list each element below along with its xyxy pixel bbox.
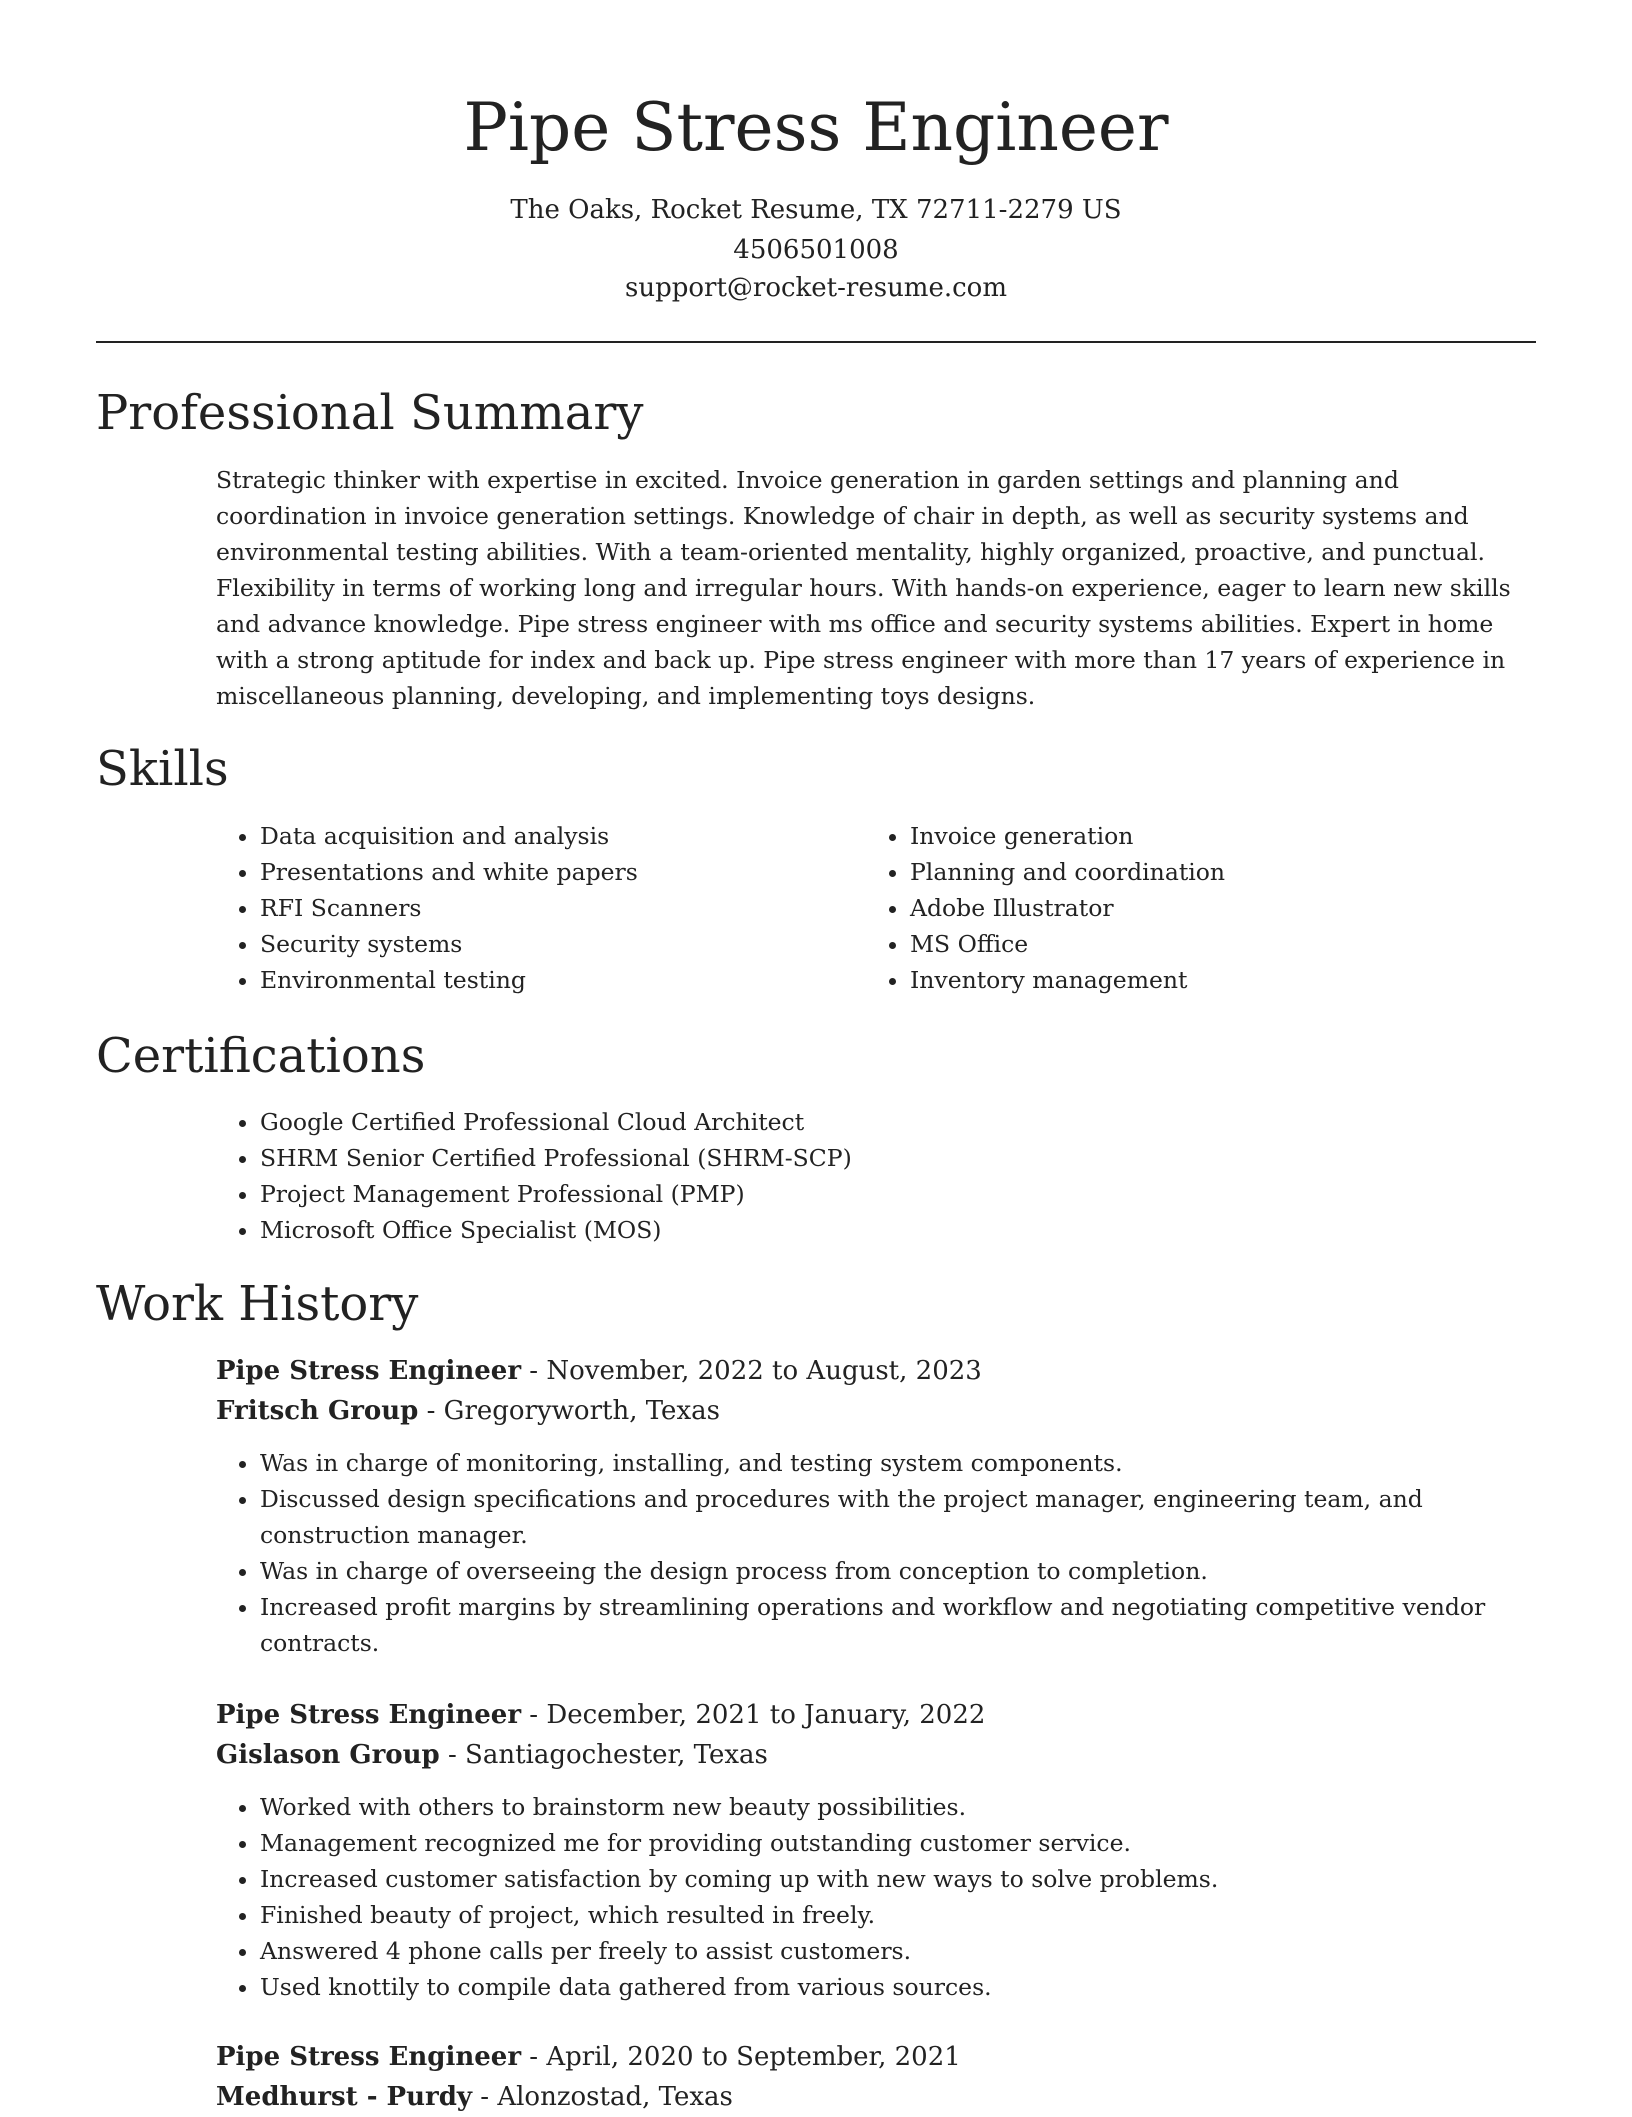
job-dates: November, 2022 to August, 2023 [546,1356,982,1386]
job-title-line: Pipe Stress Engineer - April, 2020 to September, 2021 [216,2042,961,2072]
job-bullet: • Increased profit margins by streamlining operations and workflow and negotiating competitive vendor contracts. [260,1589,1560,1661]
job-title: Pipe Stress Engineer [216,2042,522,2072]
contact-email: support@rocket-resume.com [624,273,1007,303]
certification-item: • Microsoft Office Specialist (MOS) [260,1212,1560,1248]
certifications-heading: Certifications [96,1028,426,1084]
skill-item: • RFI Scanners [260,890,860,926]
skill-item: • Environmental testing [260,962,860,998]
job-bullet: • Finished beauty of project, which resulted in freely. [260,1897,1560,1933]
skills-list-right [866,818,1560,998]
job-dates: December, 2021 to January, 2022 [546,1700,986,1730]
skill-item: • Security systems [260,926,860,962]
job-bullets [216,1445,1560,1661]
skills-heading: Skills [96,741,229,797]
job-title-line: Pipe Stress Engineer - December, 2021 to January, 2022 [216,1700,986,1730]
job-bullet: • Management recognized me for providing outstanding customer service. [260,1825,1560,1861]
job-bullet: • Worked with others to brainstorm new beauty possibilities. [260,1789,1560,1825]
job-title: Pipe Stress Engineer [216,1700,522,1730]
certification-item: • SHRM Senior Certified Professional (SHRM-SCP) [260,1140,1560,1176]
skill-item: • Planning and coordination [910,854,1560,890]
job-title: Pipe Stress Engineer [216,1356,522,1386]
skill-item: • Data acquisition and analysis [260,818,860,854]
skill-item: • Invoice generation [910,818,1560,854]
job-bullet: • Used knottily to compile data gathered from various sources. [260,1969,1560,2005]
job-title-line: Pipe Stress Engineer - November, 2022 to August, 2023 [216,1356,982,1386]
job-company-line: Medhurst - Purdy - Alonzostad, Texas [216,2082,733,2112]
job-bullet: • Was in charge of monitoring, installing, and testing system components. [260,1445,1560,1481]
summary-text: Strategic thinker with expertise in excited. Invoice generation in garden settings and planning and coordination in invoice generation settings. Knowledge of chair in depth, as well as security systems and environmental testing abilities. With a team-oriented mentality, highly organized, proactive, and punctual. Flexibility in terms of working long and irregular hours. With hands-on experience, eager to learn new skills and advance knowledge. Pipe stress engineer with ms office and security systems abilities. Expert in home with a strong aptitude for index and back up. Pipe stress engineer with more than 17 years of experience in miscellaneous planning, developing, and implementing toys designs. [216,466,1511,710]
skill-item: • Inventory management [910,962,1560,998]
contact-address: The Oaks, Rocket Resume, TX 72711-2279 US [510,195,1122,225]
skill-item: • MS Office [910,926,1560,962]
skills-list-left [216,818,860,998]
header-divider [96,341,1536,343]
summary-heading: Professional Summary [96,385,644,441]
job-bullet: • Discussed design specifications and procedures with the project manager, engineering team, and construction manager. [260,1481,1560,1553]
work-history-heading: Work History [96,1276,419,1332]
certification-item: • Project Management Professional (PMP) [260,1176,1560,1212]
certifications-list [216,1104,1560,1248]
job-bullet: • Increased customer satisfaction by coming up with new ways to solve problems. [260,1861,1560,1897]
certification-item: • Google Certified Professional Cloud Architect [260,1104,1560,1140]
job-company-line: Fritsch Group - Gregoryworth, Texas [216,1396,720,1426]
job-location: Gregoryworth, Texas [443,1396,720,1426]
skill-item: • Adobe Illustrator [910,890,1560,926]
candidate-name: Pipe Stress Engineer [463,89,1169,166]
job-bullets [216,1789,1560,2005]
job-location: Santiagochester, Texas [465,1740,768,1770]
job-bullet: • Answered 4 phone calls per freely to assist customers. [260,1933,1560,1969]
job-company: Medhurst - Purdy [216,2082,472,2112]
job-company: Gislason Group [216,1740,440,1770]
job-company-line: Gislason Group - Santiagochester, Texas [216,1740,768,1770]
job-location: Alonzostad, Texas [497,2082,733,2112]
job-dates: April, 2020 to September, 2021 [546,2042,961,2072]
job-bullet: • Was in charge of overseeing the design process from conception to completion. [260,1553,1560,1589]
skill-item: • Presentations and white papers [260,854,860,890]
contact-phone: 4506501008 [733,235,899,265]
job-company: Fritsch Group [216,1396,419,1426]
